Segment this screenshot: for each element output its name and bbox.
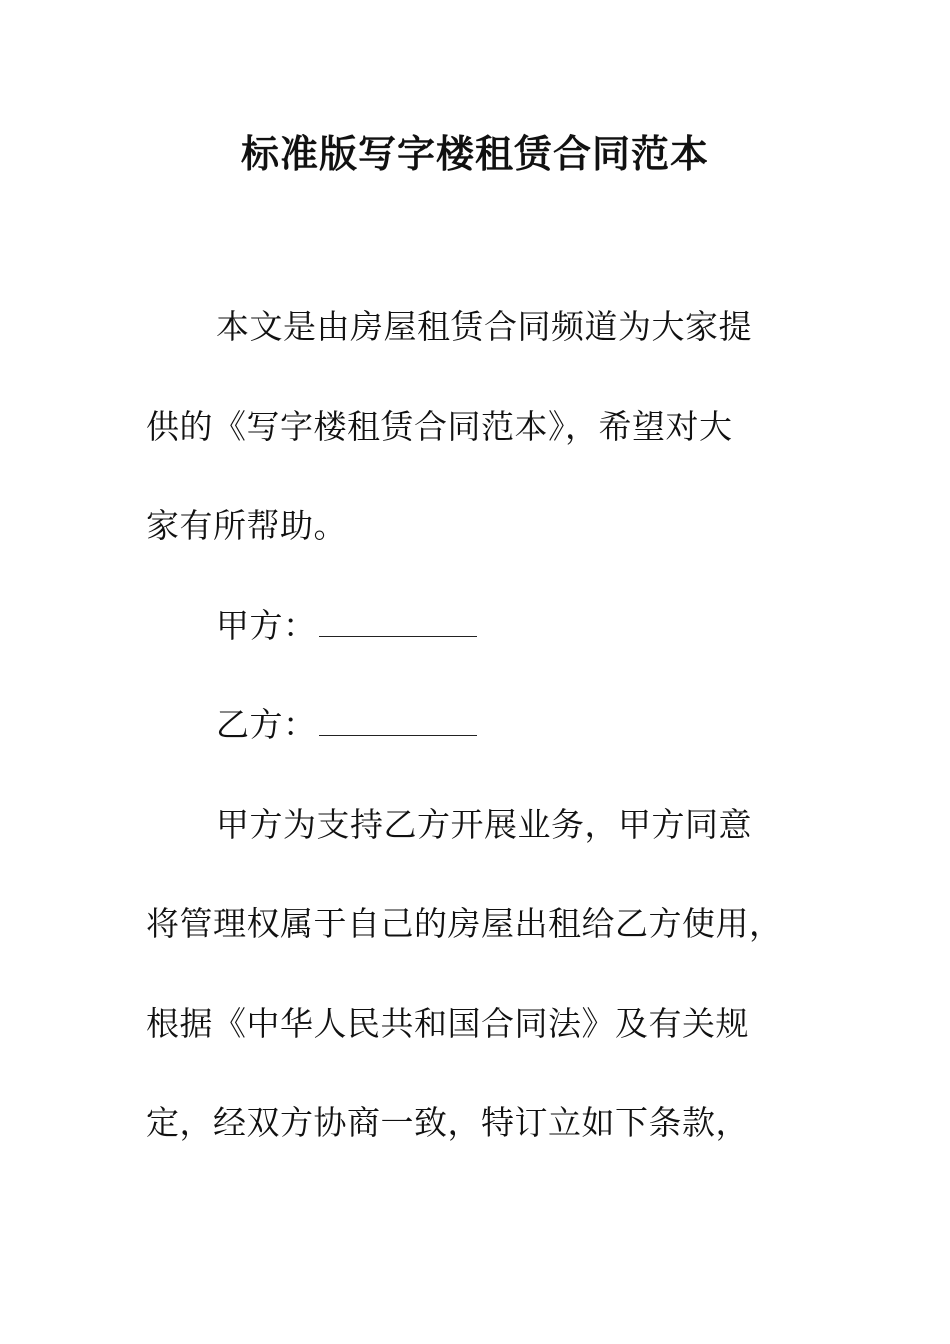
document-title: 标准版写字楼租赁合同范本: [240, 131, 709, 176]
body-line-4: 定，经双方协商一致，特订立如下条款，: [146, 1103, 749, 1142]
party-b-label: 乙方：: [216, 705, 317, 744]
party-b-row: [216, 703, 477, 747]
party-a-blank-field: [319, 606, 477, 637]
intro-line-1: 本文是由房屋租赁合同频道为大家提: [216, 307, 752, 346]
body-line-2: 将管理权属于自己的房屋出租给乙方使用，: [146, 904, 783, 943]
party-b-blank-field: [319, 705, 477, 736]
body-line-1: 甲方为支持乙方开展业务，甲方同意: [216, 805, 752, 844]
intro-line-2: 供的《写字楼租赁合同范本》，希望对大: [146, 407, 733, 446]
body-line-3: 根据《中华人民共和国合同法》及有关规: [146, 1004, 749, 1043]
intro-line-3: 家有所帮助。: [146, 506, 347, 545]
party-a-label: 甲方：: [216, 606, 317, 645]
party-a-row: [216, 604, 477, 648]
